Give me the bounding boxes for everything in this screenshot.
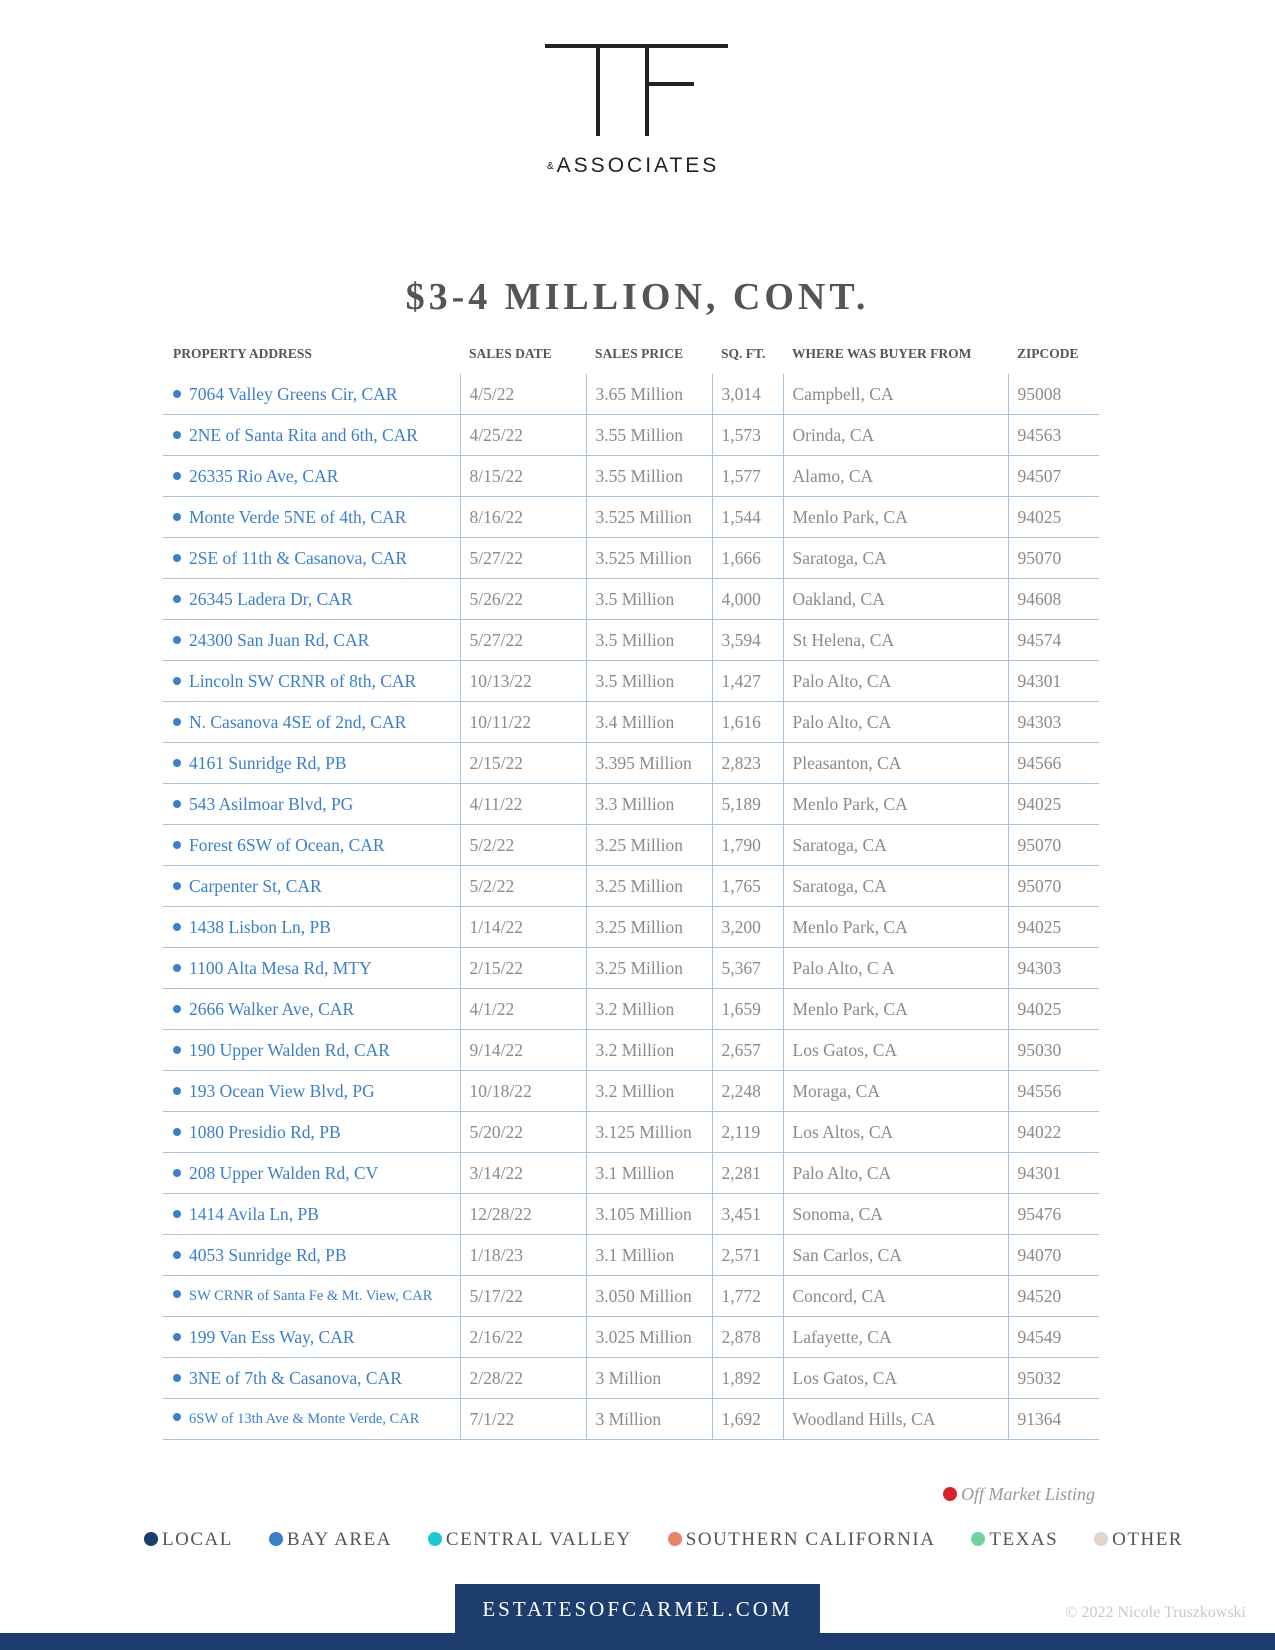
sales-price-cell: 3.525 Million (586, 497, 712, 538)
off-market-label: Off Market Listing (961, 1484, 1095, 1504)
column-header: SALES DATE (469, 346, 552, 361)
sqft-cell: 2,248 (712, 1071, 783, 1112)
region-dot-icon (173, 1169, 181, 1177)
region-dot-icon (173, 1210, 181, 1218)
logo-associates: ASSOCIATES (556, 154, 720, 177)
region-dot-icon (173, 1413, 181, 1421)
sqft-cell: 2,823 (712, 743, 783, 784)
sales-date-cell: 10/11/22 (460, 702, 586, 743)
sqft-cell: 1,544 (712, 497, 783, 538)
sales-date-cell: 8/16/22 (460, 497, 586, 538)
property-address-link[interactable] (163, 456, 460, 497)
property-address-link[interactable] (163, 1235, 460, 1276)
region-dot-icon (173, 472, 181, 480)
buyer-origin-cell: Los Gatos, CA (783, 1030, 1008, 1071)
sales-price-cell: 3.525 Million (586, 538, 712, 579)
sales-price-cell: 3.25 Million (586, 825, 712, 866)
column-header: WHERE WAS BUYER FROM (792, 346, 972, 361)
buyer-origin-cell: Los Gatos, CA (783, 1358, 1008, 1399)
table-row (163, 1030, 1099, 1071)
sales-price-cell: 3.55 Million (586, 456, 712, 497)
property-address-link[interactable] (163, 1317, 460, 1358)
region-dot-icon (173, 1290, 181, 1298)
sqft-cell: 2,571 (712, 1235, 783, 1276)
column-header: SALES PRICE (595, 346, 684, 361)
sqft-cell: 3,200 (712, 907, 783, 948)
property-address-link[interactable] (163, 1358, 460, 1399)
address-text: 1414 Avila Ln, PB (189, 1203, 319, 1224)
table-row (163, 989, 1099, 1030)
zipcode-cell: 94303 (1008, 948, 1099, 989)
sales-price-cell: 3.2 Million (586, 1030, 712, 1071)
table-row (163, 538, 1099, 579)
sales-price-cell: 3.65 Million (586, 374, 712, 415)
property-address-link[interactable] (163, 784, 460, 825)
sqft-cell: 3,594 (712, 620, 783, 661)
legend-item (1094, 1529, 1183, 1551)
region-dot-icon (173, 882, 181, 890)
buyer-origin-cell: Saratoga, CA (783, 825, 1008, 866)
table-row (163, 743, 1099, 784)
property-address-link[interactable] (163, 1276, 460, 1317)
sqft-cell: 1,765 (712, 866, 783, 907)
address-text: 2NE of Santa Rita and 6th, CAR (189, 424, 418, 445)
buyer-origin-cell: Oakland, CA (783, 579, 1008, 620)
region-dot-icon (173, 1251, 181, 1259)
address-text: 1080 Presidio Rd, PB (189, 1121, 341, 1142)
table-row (163, 415, 1099, 456)
address-text: Forest 6SW of Ocean, CAR (189, 834, 385, 855)
legend-label: BAY AREA (286, 1529, 392, 1550)
sales-price-cell: 3.5 Million (586, 620, 712, 661)
buyer-origin-cell: Palo Alto, C A (783, 948, 1008, 989)
table-row (163, 1071, 1099, 1112)
region-dot-icon (173, 1374, 181, 1382)
bottom-bar (0, 1633, 1275, 1650)
sales-date-cell: 12/28/22 (460, 1194, 586, 1235)
address-text: 2SE of 11th & Casanova, CAR (189, 547, 408, 568)
address-text: 26335 Rio Ave, CAR (189, 465, 339, 486)
sales-price-cell: 3.5 Million (586, 661, 712, 702)
buyer-origin-cell: Sonoma, CA (783, 1194, 1008, 1235)
address-text: 208 Upper Walden Rd, CV (189, 1162, 379, 1183)
property-address-link[interactable] (163, 1153, 460, 1194)
property-address-link[interactable] (163, 907, 460, 948)
table-row (163, 1276, 1099, 1317)
buyer-origin-cell: Palo Alto, CA (783, 702, 1008, 743)
sqft-cell: 1,659 (712, 989, 783, 1030)
property-address-link[interactable] (163, 415, 460, 456)
region-dot-icon (173, 1087, 181, 1095)
buyer-origin-cell: Lafayette, CA (783, 1317, 1008, 1358)
buyer-origin-cell: Palo Alto, CA (783, 1153, 1008, 1194)
buyer-origin-cell: Pleasanton, CA (783, 743, 1008, 784)
region-dot-icon (173, 800, 181, 808)
address-text: 4053 Sunridge Rd, PB (189, 1244, 347, 1265)
table-row (163, 702, 1099, 743)
region-dot-icon (173, 964, 181, 972)
zipcode-cell: 94563 (1008, 415, 1099, 456)
zipcode-cell: 94025 (1008, 784, 1099, 825)
region-dot-icon (173, 431, 181, 439)
buyer-origin-cell: Menlo Park, CA (783, 989, 1008, 1030)
legend-item (428, 1529, 632, 1551)
sales-date-cell: 2/15/22 (460, 948, 586, 989)
sales-date-cell: 2/28/22 (460, 1358, 586, 1399)
sqft-cell: 4,000 (712, 579, 783, 620)
page-title: $3-4 MILLION, CONT. (405, 276, 870, 319)
sales-date-cell: 8/15/22 (460, 456, 586, 497)
sales-price-cell: 3.55 Million (586, 415, 712, 456)
sales-date-cell: 10/13/22 (460, 661, 586, 702)
address-text: N. Casanova 4SE of 2nd, CAR (189, 711, 407, 732)
legend-label: CENTRAL VALLEY (445, 1529, 632, 1550)
legend-item (269, 1529, 392, 1551)
sqft-cell: 1,666 (712, 538, 783, 579)
property-address-link[interactable] (163, 620, 460, 661)
zipcode-cell: 94301 (1008, 1153, 1099, 1194)
buyer-origin-cell: Alamo, CA (783, 456, 1008, 497)
region-dot-icon (173, 636, 181, 644)
buyer-origin-cell: Menlo Park, CA (783, 907, 1008, 948)
zipcode-cell: 94301 (1008, 661, 1099, 702)
zipcode-cell: 95070 (1008, 538, 1099, 579)
sales-date-cell: 5/27/22 (460, 538, 586, 579)
zipcode-cell: 94566 (1008, 743, 1099, 784)
region-dot-icon (173, 841, 181, 849)
sales-date-cell: 4/25/22 (460, 415, 586, 456)
buyer-origin-cell: Concord, CA (783, 1276, 1008, 1317)
buyer-origin-cell: San Carlos, CA (783, 1235, 1008, 1276)
sales-date-cell: 5/26/22 (460, 579, 586, 620)
sales-price-cell: 3.5 Million (586, 579, 712, 620)
property-address-link[interactable] (163, 743, 460, 784)
logo-ampersand: & (547, 161, 555, 172)
address-text: 543 Asilmoar Blvd, PG (189, 793, 354, 814)
table-row (163, 456, 1099, 497)
address-text: Carpenter St, CAR (189, 875, 322, 896)
sales-price-cell: 3.25 Million (586, 907, 712, 948)
sales-date-cell: 5/2/22 (460, 866, 586, 907)
address-text: 1100 Alta Mesa Rd, MTY (189, 957, 372, 978)
buyer-origin-cell: Saratoga, CA (783, 866, 1008, 907)
zipcode-cell: 94520 (1008, 1276, 1099, 1317)
buyer-origin-cell: Menlo Park, CA (783, 784, 1008, 825)
sales-date-cell: 2/15/22 (460, 743, 586, 784)
table-row (163, 948, 1099, 989)
zipcode-cell: 94303 (1008, 702, 1099, 743)
sales-date-cell: 1/18/23 (460, 1235, 586, 1276)
region-dot-icon (173, 595, 181, 603)
table-row (163, 866, 1099, 907)
legend-dot-icon (971, 1532, 985, 1546)
property-address-link[interactable] (163, 948, 460, 989)
zipcode-cell: 94070 (1008, 1235, 1099, 1276)
off-market-legend (943, 1484, 1095, 1505)
table-row (163, 784, 1099, 825)
table-body (163, 374, 1099, 1440)
sales-price-cell: 3.3 Million (586, 784, 712, 825)
sales-price-cell: 3.105 Million (586, 1194, 712, 1235)
table-row (163, 661, 1099, 702)
sqft-cell: 3,014 (712, 374, 783, 415)
legend-label: LOCAL (162, 1529, 233, 1550)
zipcode-cell: 94025 (1008, 989, 1099, 1030)
zipcode-cell: 94025 (1008, 907, 1099, 948)
address-text: 24300 San Juan Rd, CAR (189, 629, 370, 650)
sqft-cell: 2,878 (712, 1317, 783, 1358)
legend-item (971, 1529, 1058, 1551)
sales-date-cell: 7/1/22 (460, 1399, 586, 1440)
table-row (163, 1317, 1099, 1358)
address-text: 3NE of 7th & Casanova, CAR (189, 1367, 402, 1388)
address-text: 2666 Walker Ave, CAR (189, 998, 355, 1019)
zipcode-cell: 95032 (1008, 1358, 1099, 1399)
table-row (163, 1153, 1099, 1194)
legend-item (668, 1529, 936, 1551)
sales-price-cell: 3.025 Million (586, 1317, 712, 1358)
table-row (163, 497, 1099, 538)
zipcode-cell: 94549 (1008, 1317, 1099, 1358)
buyer-origin-cell: Orinda, CA (783, 415, 1008, 456)
zipcode-cell: 94608 (1008, 579, 1099, 620)
legend-dot-icon (668, 1532, 682, 1546)
region-legend (144, 1529, 1183, 1551)
property-address-link[interactable] (163, 538, 460, 579)
off-market-dot-icon (943, 1487, 957, 1501)
sales-price-cell: 3.25 Million (586, 948, 712, 989)
region-dot-icon (173, 1005, 181, 1013)
address-text: 26345 Ladera Dr, CAR (189, 588, 353, 609)
sqft-cell: 1,790 (712, 825, 783, 866)
table-row (163, 1235, 1099, 1276)
legend-dot-icon (144, 1532, 158, 1546)
address-text: 199 Van Ess Way, CAR (189, 1326, 355, 1347)
sales-date-cell: 10/18/22 (460, 1071, 586, 1112)
sales-date-cell: 5/2/22 (460, 825, 586, 866)
table-row (163, 1112, 1099, 1153)
sales-date-cell: 4/5/22 (460, 374, 586, 415)
sales-date-cell: 9/14/22 (460, 1030, 586, 1071)
property-address-link[interactable] (163, 1399, 460, 1440)
zipcode-cell: 94556 (1008, 1071, 1099, 1112)
column-header: ZIPCODE (1017, 346, 1079, 361)
address-text: 6SW of 13th Ave & Monte Verde, CAR (189, 1410, 420, 1427)
region-dot-icon (173, 390, 181, 398)
sales-price-cell: 3.1 Million (586, 1235, 712, 1276)
buyer-origin-cell: Saratoga, CA (783, 538, 1008, 579)
table-row (163, 620, 1099, 661)
sqft-cell: 5,189 (712, 784, 783, 825)
zipcode-cell: 95070 (1008, 866, 1099, 907)
table-header-row (163, 334, 1099, 374)
sqft-cell: 2,657 (712, 1030, 783, 1071)
table-row (163, 374, 1099, 415)
region-dot-icon (173, 554, 181, 562)
address-text: Monte Verde 5NE of 4th, CAR (189, 506, 407, 527)
sqft-cell: 1,577 (712, 456, 783, 497)
sales-date-cell: 2/16/22 (460, 1317, 586, 1358)
property-address-link[interactable] (163, 1112, 460, 1153)
logo-subtext (547, 154, 732, 178)
buyer-origin-cell: Palo Alto, CA (783, 661, 1008, 702)
legend-label: SOUTHERN CALIFORNIA (685, 1529, 936, 1550)
address-text: 7064 Valley Greens Cir, CAR (189, 383, 398, 404)
address-text: 1438 Lisbon Ln, PB (189, 916, 331, 937)
legend-item (144, 1529, 233, 1551)
zipcode-cell: 94025 (1008, 497, 1099, 538)
zipcode-cell: 94022 (1008, 1112, 1099, 1153)
region-dot-icon (173, 513, 181, 521)
region-dot-icon (173, 923, 181, 931)
sales-date-cell: 3/14/22 (460, 1153, 586, 1194)
property-address-link[interactable] (163, 825, 460, 866)
sales-price-cell: 3.2 Million (586, 1071, 712, 1112)
zipcode-cell: 94507 (1008, 456, 1099, 497)
sales-price-cell: 3.395 Million (586, 743, 712, 784)
sales-price-cell: 3.2 Million (586, 989, 712, 1030)
website-banner[interactable]: ESTATESOFCARMEL.COM (455, 1584, 820, 1634)
address-text: 190 Upper Walden Rd, CAR (189, 1039, 390, 1060)
sqft-cell: 2,119 (712, 1112, 783, 1153)
sqft-cell: 1,692 (712, 1399, 783, 1440)
sqft-cell: 3,451 (712, 1194, 783, 1235)
copyright: © 2022 Nicole Truszkowski (1065, 1604, 1246, 1621)
legend-dot-icon (269, 1532, 283, 1546)
address-text: SW CRNR of Santa Fe & Mt. View, CAR (189, 1287, 433, 1304)
address-text: 193 Ocean View Blvd, PG (189, 1080, 375, 1101)
sqft-cell: 1,616 (712, 702, 783, 743)
property-address-link[interactable] (163, 866, 460, 907)
sales-date-cell: 5/27/22 (460, 620, 586, 661)
sales-price-cell: 3.25 Million (586, 866, 712, 907)
property-address-link[interactable] (163, 1071, 460, 1112)
region-dot-icon (173, 1128, 181, 1136)
zipcode-cell: 95476 (1008, 1194, 1099, 1235)
sales-price-cell: 3.4 Million (586, 702, 712, 743)
sales-price-cell: 3.1 Million (586, 1153, 712, 1194)
table-row (163, 907, 1099, 948)
zipcode-cell: 94574 (1008, 620, 1099, 661)
legend-dot-icon (428, 1532, 442, 1546)
sqft-cell: 1,892 (712, 1358, 783, 1399)
sqft-cell: 5,367 (712, 948, 783, 989)
zipcode-cell: 91364 (1008, 1399, 1099, 1440)
table-row (163, 1358, 1099, 1399)
property-address-link[interactable] (163, 1194, 460, 1235)
property-address-link[interactable] (163, 579, 460, 620)
sales-price-cell: 3 Million (586, 1399, 712, 1440)
buyer-origin-cell: St Helena, CA (783, 620, 1008, 661)
table-row (163, 1194, 1099, 1235)
sales-date-cell: 5/17/22 (460, 1276, 586, 1317)
property-address-link[interactable] (163, 989, 460, 1030)
property-address-link[interactable] (163, 1030, 460, 1071)
sqft-cell: 1,772 (712, 1276, 783, 1317)
sales-price-cell: 3 Million (586, 1358, 712, 1399)
buyer-origin-cell: Woodland Hills, CA (783, 1399, 1008, 1440)
address-text: Lincoln SW CRNR of 8th, CAR (189, 670, 417, 691)
table-row (163, 825, 1099, 866)
column-header: PROPERTY ADDRESS (173, 346, 312, 361)
property-address-link[interactable] (163, 374, 460, 415)
zipcode-cell: 95070 (1008, 825, 1099, 866)
property-address-link[interactable] (163, 661, 460, 702)
region-dot-icon (173, 759, 181, 767)
buyer-origin-cell: Menlo Park, CA (783, 497, 1008, 538)
legend-label: OTHER (1112, 1529, 1183, 1550)
sales-price-cell: 3.050 Million (586, 1276, 712, 1317)
sales-date-cell: 5/20/22 (460, 1112, 586, 1153)
table-row (163, 579, 1099, 620)
region-dot-icon (173, 1046, 181, 1054)
table-row (163, 1399, 1099, 1440)
column-header: SQ. FT. (721, 346, 766, 361)
address-text: 4161 Sunridge Rd, PB (189, 752, 347, 773)
zipcode-cell: 95030 (1008, 1030, 1099, 1071)
sqft-cell: 2,281 (712, 1153, 783, 1194)
buyer-origin-cell: Los Altos, CA (783, 1112, 1008, 1153)
sales-date-cell: 4/1/22 (460, 989, 586, 1030)
region-dot-icon (173, 718, 181, 726)
sqft-cell: 1,573 (712, 415, 783, 456)
region-dot-icon (173, 677, 181, 685)
legend-label: TEXAS (989, 1529, 1059, 1550)
sales-date-cell: 1/14/22 (460, 907, 586, 948)
sales-table (163, 334, 1099, 1440)
property-address-link[interactable] (163, 702, 460, 743)
sales-date-cell: 4/11/22 (460, 784, 586, 825)
zipcode-cell: 95008 (1008, 374, 1099, 415)
buyer-origin-cell: Moraga, CA (783, 1071, 1008, 1112)
sales-price-cell: 3.125 Million (586, 1112, 712, 1153)
property-address-link[interactable] (163, 497, 460, 538)
legend-dot-icon (1094, 1532, 1108, 1546)
sqft-cell: 1,427 (712, 661, 783, 702)
buyer-origin-cell: Campbell, CA (783, 374, 1008, 415)
region-dot-icon (173, 1333, 181, 1341)
